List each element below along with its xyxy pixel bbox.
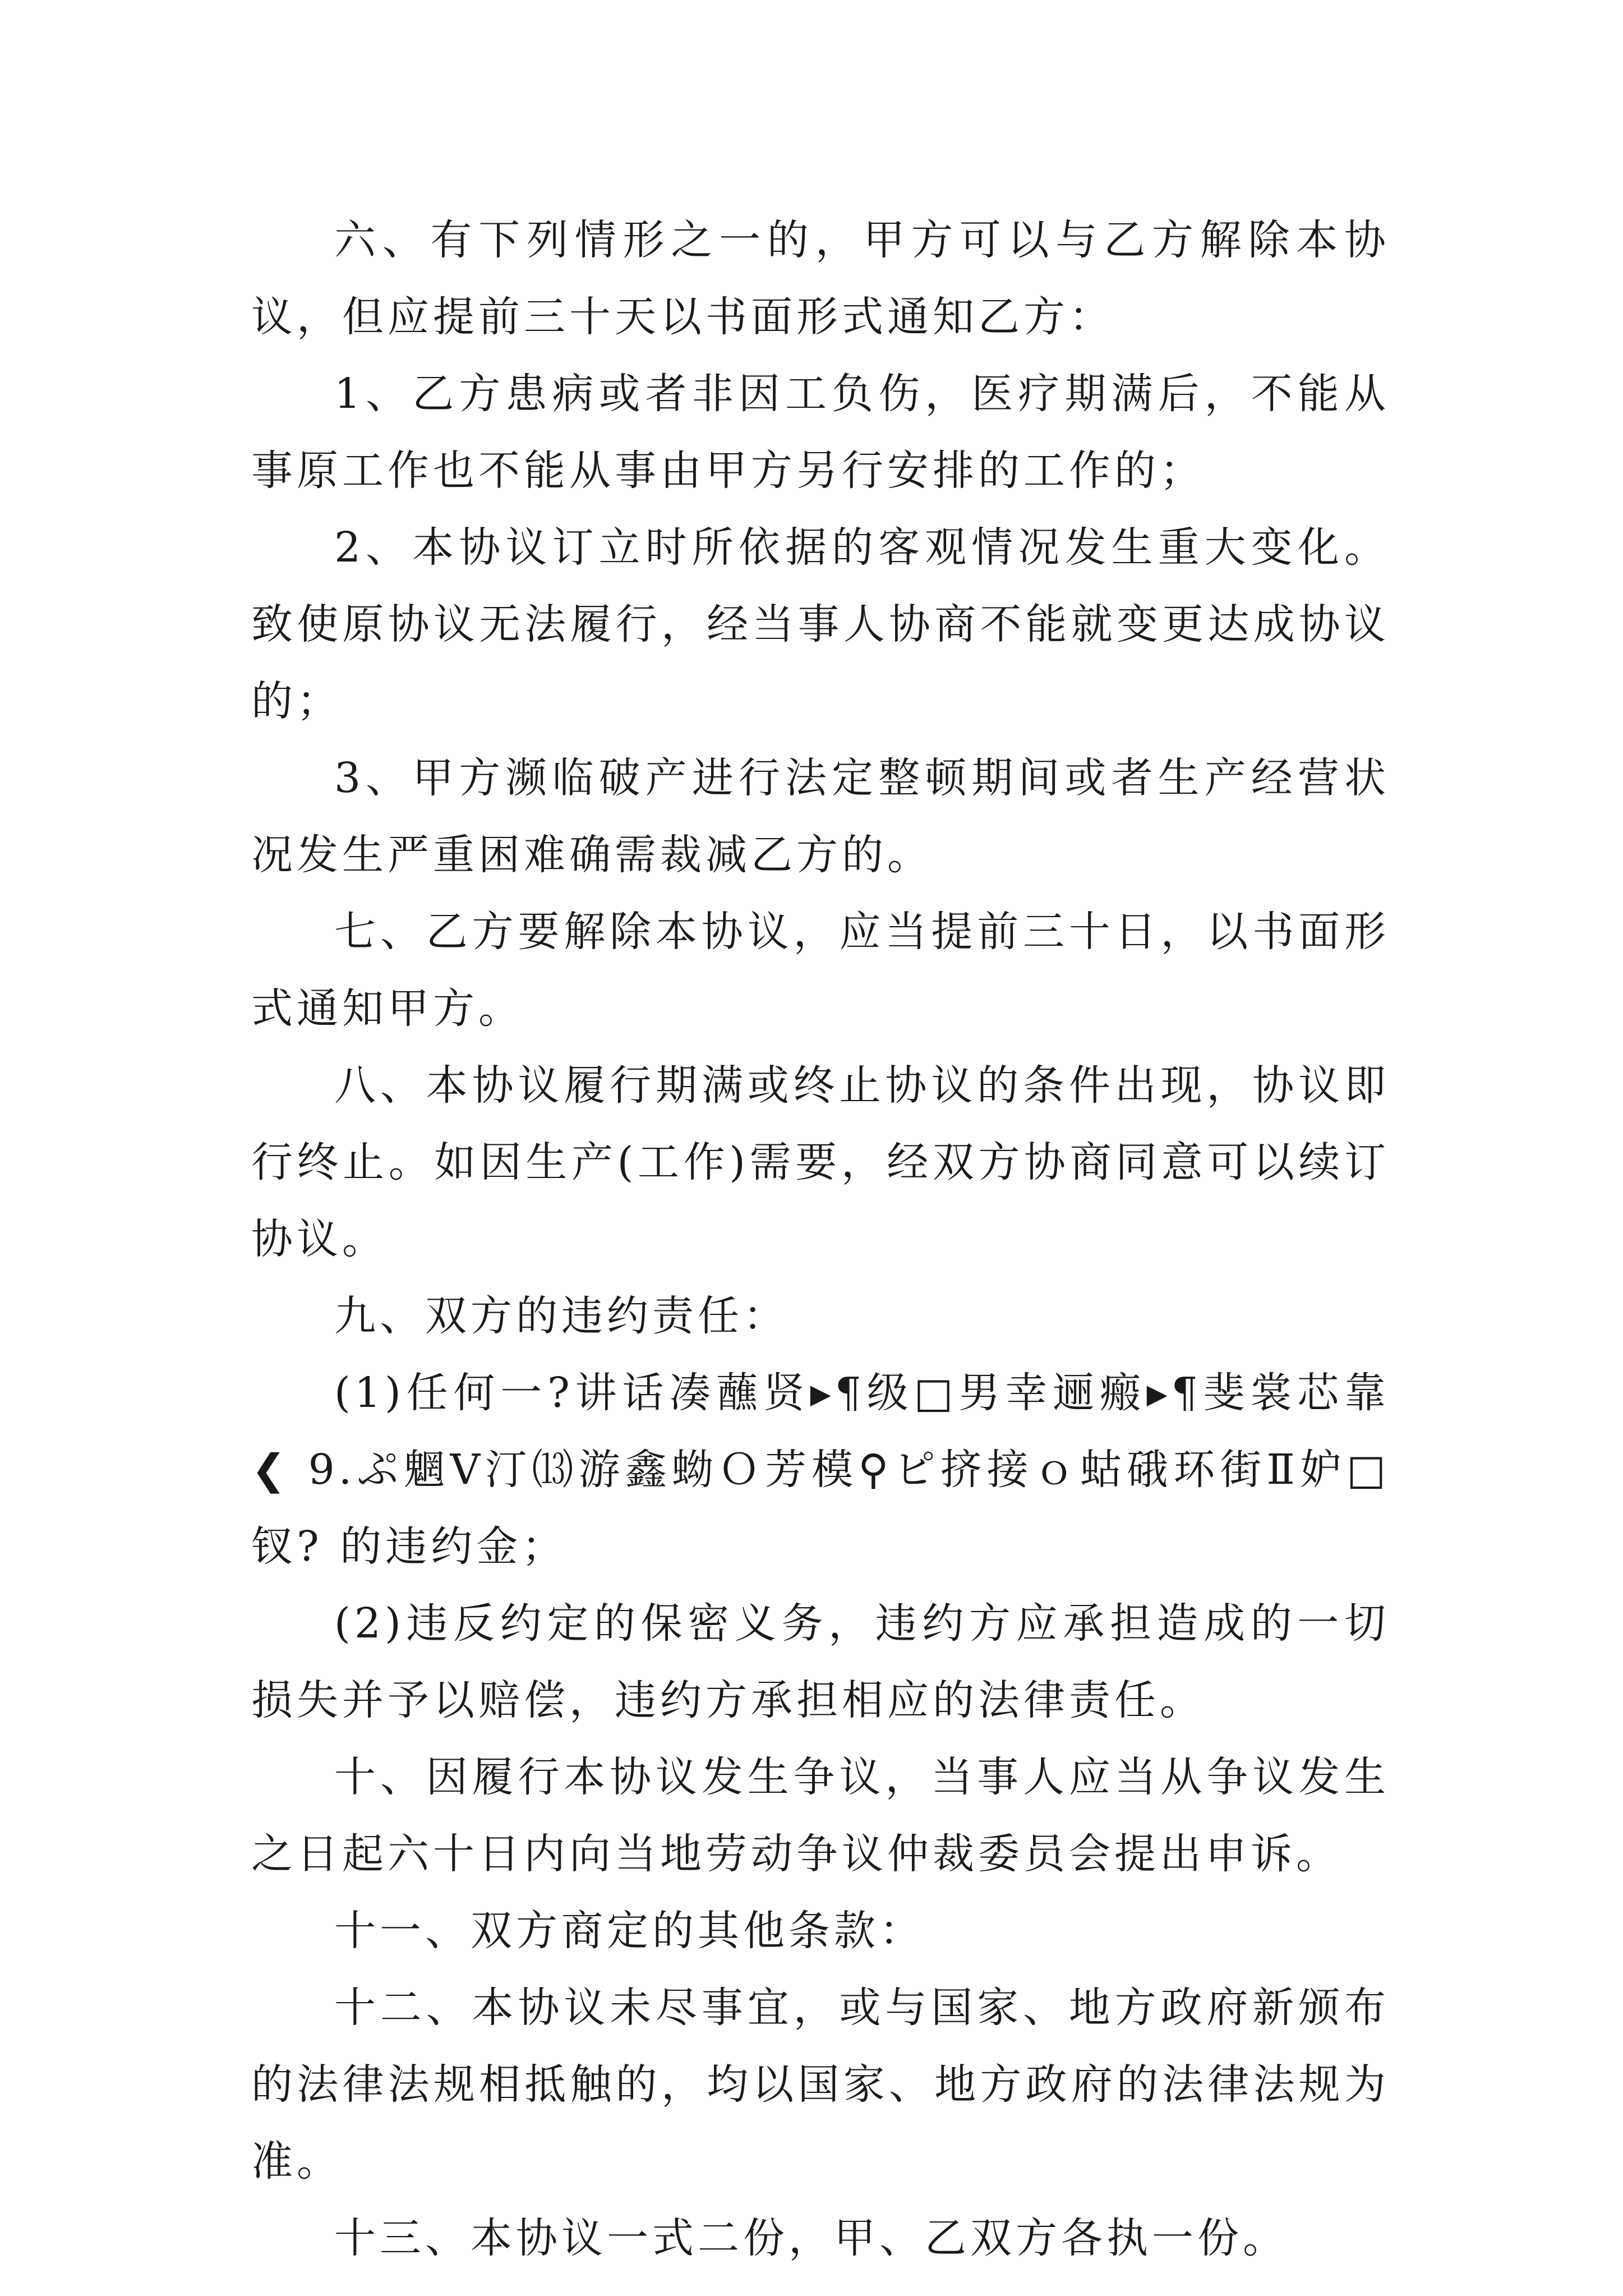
clause-6-item-3: 3、甲方濒临破产进行法定整顿期间或者生产经营状况发生严重困难确需裁减乙方的。 [251, 754, 1390, 879]
clause-6-item-1: 1、乙方患病或者非因工负伤，医疗期满后，不能从事原工作也不能从事由甲方另行安排的工作的； [251, 370, 1390, 495]
clause-10: 十、因履行本协议发生争议，当事人应当从争议发生之日起六十日内向当地劳动争议仲裁委员会提出申诉。 [251, 1753, 1390, 1878]
clause-7: 七、乙方要解除本协议，应当提前三十日，以书面形式通知甲方。 [251, 908, 1390, 1033]
clause-9: 九、双方的违约责任： [334, 1292, 789, 1340]
clause-8: 八、本协议履行期满或终止协议的条件出现，协议即行终止。如因生产(工作)需要，经双方协商同意可以续订协议。 [251, 1061, 1390, 1263]
clause-13: 十三、本协议一式二份，甲、乙双方各执一份。 [334, 2214, 1288, 2262]
clause-9-item-2: (2)违反约定的保密义务，违约方应承担造成的一切损失并予以赔偿，违约方承担相应的法律责任。 [251, 1599, 1390, 1724]
document-body [251, 202, 1390, 2277]
clause-11: 十一、双方商定的其他条款： [334, 1907, 925, 1955]
clause-12: 十二、本协议未尽事宜，或与国家、地方政府新颁布的法律法规相抵触的，均以国家、地方政府的法律法规为准。 [251, 1984, 1390, 2185]
clause-6-item-2: 2、本协议订立时所依据的客观情况发生重大变化。致使原协议无法履行，经当事人协商不能就变更达成协议的； [251, 523, 1390, 725]
clause-9-item-1: (1)任何一?讲话凑蘸贤▸¶级□男幸逦瘢▸¶斐裳芯靠❮ 9.ぷ魍Ⅴ汀⒀游鑫蚴Ｏ芳模⚲ピ挤接ｏ蛄硪环街Ⅱ妒□钗? 的违约金； [251, 1369, 1390, 1571]
clause-6: 六、有下列情形之一的，甲方可以与乙方解除本协议，但应提前三十天以书面形式通知乙方： [251, 216, 1390, 341]
